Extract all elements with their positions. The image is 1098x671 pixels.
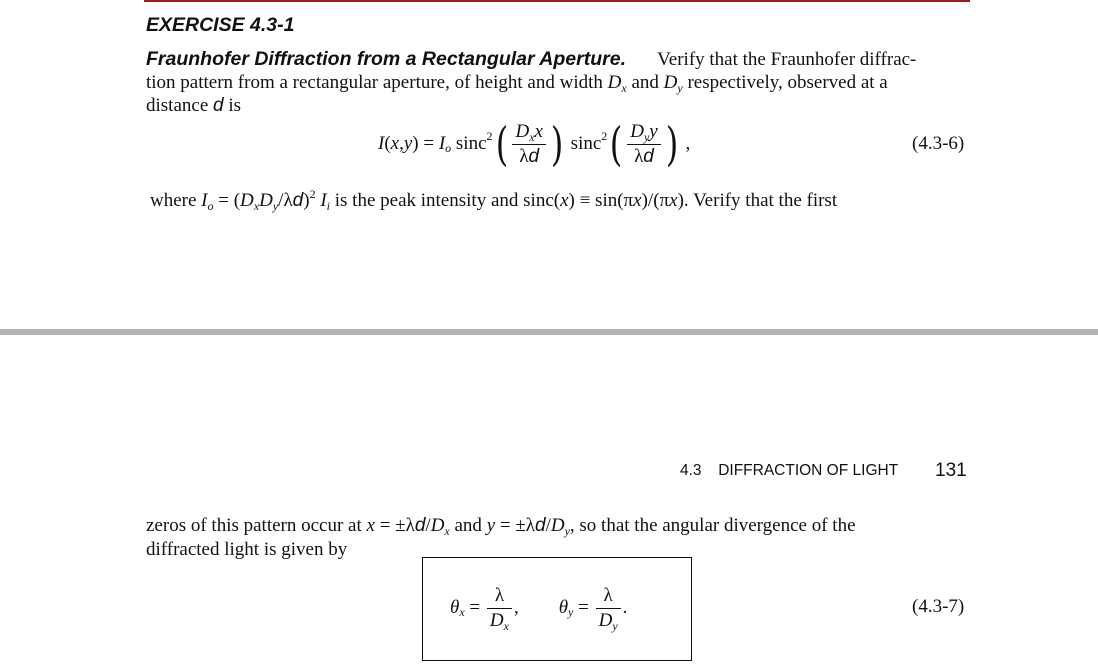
text-fragment: zeros of this pattern occur at <box>146 515 362 536</box>
where-line <box>150 189 837 214</box>
math-d: d <box>213 95 224 116</box>
continuation-line-1 <box>146 514 856 539</box>
running-header <box>680 462 898 480</box>
equation-number-4-3-6: (4.3-6) <box>912 133 965 154</box>
text-fragment: is <box>228 95 242 116</box>
text-fragment: Verify that the first <box>693 190 838 211</box>
text-fragment: , so that the angular divergence of the <box>569 515 856 536</box>
equation-4-3-6: I ( x , y ) = I o sinc 2 ( $\frac{D_xx}{\lambda d}$ ) sinc 2 ( $\frac{D_yy}{\lambda d}$ ) , <box>378 117 691 171</box>
math-sinc-def: sinc(x) ≡ sin(πx)/(πx). <box>523 190 689 211</box>
exercise-line-3 <box>146 94 241 117</box>
section-title: DIFFRACTION OF LIGHT <box>718 462 899 479</box>
text-fragment: is the peak intensity and <box>334 190 519 211</box>
text-fragment: tion pattern from a rectangular aperture, of height and width <box>146 72 603 93</box>
text-fragment: and <box>454 515 482 536</box>
equation-4-3-7: θ x = $\frac{\lambda}{D_x}$ , θ y = $\frac{\lambda}{D_y}$ . <box>450 584 628 633</box>
text-fragment: and <box>631 72 659 93</box>
text-fragment: respectively, observed at a <box>687 72 888 93</box>
section-number: 4.3 <box>680 462 702 479</box>
math-y-zeros: $y = \pm\lambda d/D_y$ <box>486 515 570 538</box>
exercise-label: EXERCISE 4.3-1 <box>146 14 295 36</box>
exercise-line-2 <box>146 71 888 96</box>
text-fragment: where <box>150 190 197 211</box>
math-Dy: $D_y$ <box>663 72 683 95</box>
math-x-zeros: $x = \pm\lambda d/D_x$ <box>366 515 450 538</box>
equation-number-4-3-7: (4.3-7) <box>912 596 965 617</box>
top-rule <box>144 0 970 2</box>
text-fragment: distance <box>146 95 209 116</box>
exercise-text-1: Verify that the Fraunhofer diffrac- <box>657 49 917 70</box>
math-Io-def: $I_o = (D_xD_y/\lambda d)^2$ $I_i$ <box>201 187 330 213</box>
page-separator <box>0 329 1098 335</box>
math-Dx: $D_x$ <box>607 72 627 95</box>
exercise-title: Fraunhofer Diffraction from a Rectangular Aperture. <box>146 48 626 70</box>
page-number: 131 <box>935 460 967 481</box>
exercise-line-1 <box>146 48 916 71</box>
continuation-line-2: diffracted light is given by <box>146 539 348 560</box>
